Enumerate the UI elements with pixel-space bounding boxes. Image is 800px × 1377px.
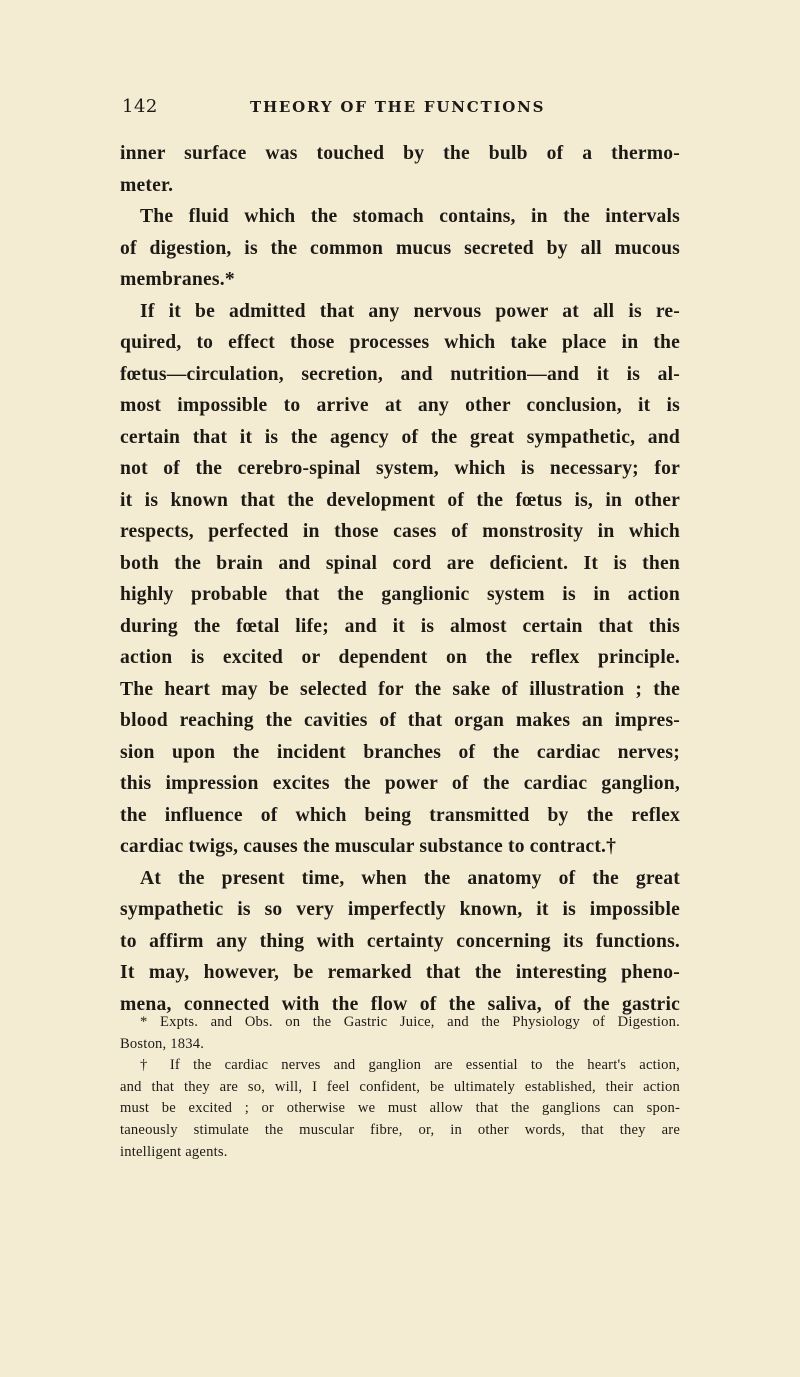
body-line: The fluid which the stomach contains, in the intervals [140, 206, 680, 227]
body-line: If it be admitted that any nervous power at all is re- [140, 300, 680, 322]
body-line: membranes.* [120, 269, 235, 290]
body-line: during the fœtal life; and it is almost certain that this [120, 615, 680, 637]
body-line: to affirm any thing with certainty concerning its functions. [120, 930, 680, 952]
body-line: mena, connected with the flow of the saliva, of the gastric [120, 993, 680, 1015]
body-line: this impression excites the power of the cardiac ganglion, [120, 773, 680, 794]
body-line: not of the cerebro-spinal system, which is necessary; for [120, 458, 680, 479]
body-line: highly probable that the ganglionic system is in action [120, 584, 680, 605]
footnotes [120, 1012, 680, 1163]
page-number: 142 [122, 96, 158, 117]
body-line: inner surface was touched by the bulb of a thermo- [120, 143, 680, 164]
body-line: certain that it is the agency of the great sympathetic, and [120, 426, 680, 448]
body-line: the influence of which being transmitted by the reflex [120, 804, 680, 826]
body-line: sympathetic is so very imperfectly known, it is impossible [120, 899, 680, 920]
body-line: At the present time, when the anatomy of the great [140, 867, 680, 889]
body-text [120, 138, 680, 1020]
body-line: of digestion, is the common mucus secreted by all mucous [120, 237, 680, 259]
body-line: The heart may be selected for the sake of illustration ; the [120, 678, 680, 700]
body-line: action is excited or dependent on the reflex principle. [120, 647, 680, 668]
body-line: it is known that the development of the fœtus is, in other [120, 489, 680, 511]
body-line: quired, to effect those processes which take place in the [120, 332, 680, 353]
footnote-line: intelligent agents. [120, 1143, 228, 1160]
footnote-line: † If the cardiac nerves and ganglion are essential to the heart's action, [140, 1057, 680, 1074]
footnote-line: * Expts. and Obs. on the Gastric Juice, and the Physiology of Digestion. [140, 1014, 680, 1030]
body-line: most impossible to arrive at any other conclusion, it is [120, 395, 680, 416]
footnote-line: must be excited ; or otherwise we must allow that the ganglions can spon- [120, 1100, 680, 1117]
body-line: It may, however, be remarked that the interesting pheno- [120, 962, 680, 983]
footnote-line: and that they are so, will, I feel confident, be ultimately established, their action [120, 1078, 680, 1095]
body-line: fœtus—circulation, secretion, and nutrition—and it is al- [120, 363, 680, 385]
footnote-line: Boston, 1834. [120, 1035, 205, 1052]
body-line: blood reaching the cavities of that organ makes an impres- [120, 710, 680, 731]
footnote-line: taneously stimulate the muscular fibre, or, in other words, that they are [120, 1121, 680, 1138]
running-head: THEORY OF THE FUNCTIONS [250, 98, 546, 116]
body-line: respects, perfected in those cases of monstrosity in which [120, 521, 680, 542]
body-line: sion upon the incident branches of the cardiac nerves; [120, 741, 680, 763]
body-line: meter. [120, 174, 174, 196]
body-line: both the brain and spinal cord are deficient. It is then [120, 552, 680, 574]
page-header [122, 96, 682, 122]
body-line: cardiac twigs, causes the muscular substance to contract.† [120, 836, 617, 857]
